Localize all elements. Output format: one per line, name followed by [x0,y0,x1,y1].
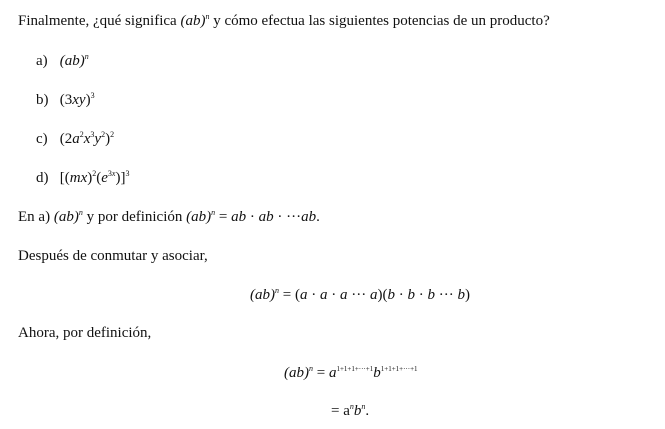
list-item-a [36,52,89,70]
item-label-a: a) [36,53,48,69]
intro-prefix: En a) [18,209,54,225]
item-expr-c: $(2a^2x^3y^2)^2$ [59,130,115,147]
intro-rhs: = ab · ab · ···ab. [215,209,320,225]
eq3-b: b [353,403,362,419]
question-prefix: Finalmente, ¿qué significa [18,13,181,29]
exponent-sum-b: 1+1+1+···+1 [380,365,418,373]
equation-1: (ab)$^n$ = (a · a · a ··· a)(b · b · b ··· b) [250,286,470,303]
item-label-c: c) [36,131,48,147]
question-expr-base: (ab) [180,13,206,29]
despues-paragraph: Después de conmutar y asociar, [18,248,208,264]
eq3-end: . [365,403,370,419]
list-item-d [36,169,129,187]
question-expr-exponent: n [205,12,210,21]
item-label-b: b) [36,92,49,108]
ahora-paragraph: Ahora, por definición, [18,325,152,341]
list-item-b [36,91,95,109]
intro-paragraph: En a) (ab)$^n$ y por definición (ab)$^n$ = ab · ab · ···ab. [18,208,320,225]
eq3-exp-b: n [361,402,366,411]
item-expr-b: $(3xy)^3$ [59,91,95,108]
equation-2: $(ab)^n = a^{1+1+1+\cdot\cdot\cdot+1}b^{1+1+1+\cdot\cdot\cdot+1}$ [284,364,418,381]
eq3-rhs: = a [331,403,350,419]
question-suffix: y cómo efectua las siguientes potencias de un producto? [209,13,550,29]
question-paragraph [18,12,550,30]
equation-3 [331,402,369,420]
item-expr-a: (ab)$^n$ [59,52,89,69]
eq3-exp-a: n [349,402,354,411]
exponent-sum-a: 1+1+1+···+1 [336,365,374,373]
list-item-c [36,130,114,148]
intro-middle: y por definición [82,209,187,225]
item-label-d: d) [36,170,49,186]
item-expr-d: $[(mx)^2(e^{3x})]^3$ [59,169,130,186]
